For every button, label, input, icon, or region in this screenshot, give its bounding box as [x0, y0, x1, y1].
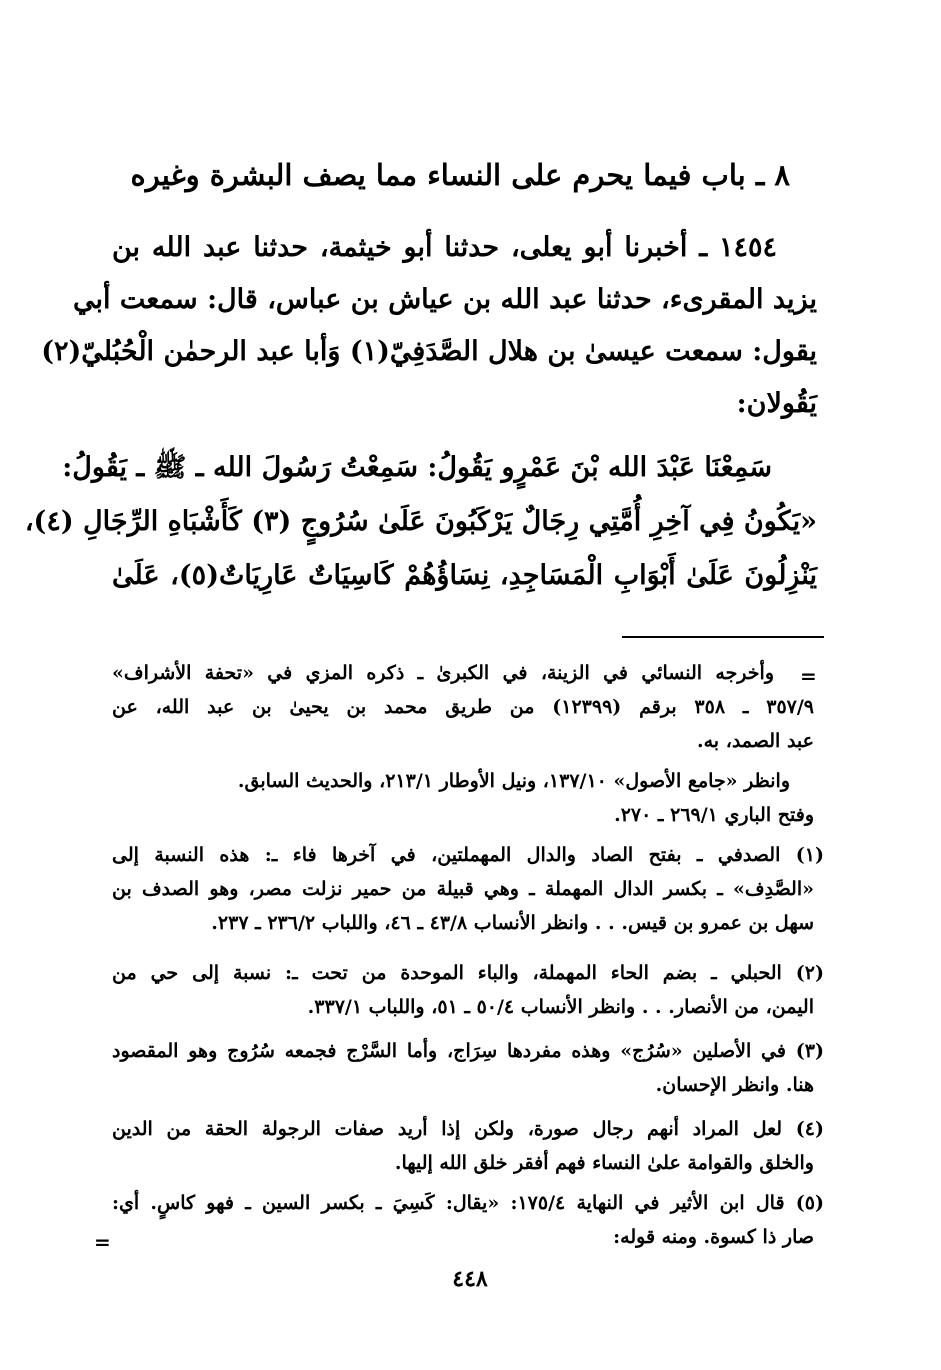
footnote-line: (١) الصدفي ـ بفتح الصاد والدال المهملتين، في آخرها فاء ـ: هذه النسبة إلى — [112, 844, 824, 866]
footnote-line: (٤) لعل المراد أنهم رجال صورة، ولكن إذا أريد صفات الرجولة الحقة من الدين — [112, 1118, 824, 1140]
page-number: ٤٤٨ — [452, 1266, 488, 1292]
footnote-line: اليمن، من الأنصار. . . وانظر الأنساب ٥٠/٤ ـ ٥١، واللباب ٣٣٧/١. — [307, 996, 814, 1018]
footnote-line: وأخرجه النسائي في الزينة، في الكبرىٰ ـ ذكره المزي في «تحفة الأشراف» — [112, 662, 774, 684]
hadith-line: يَنْزِلُونَ عَلَىٰ أَبْوَابِ الْمَسَاجِدِ، نِسَاؤُهُمْ كَاسِيَاتٌ عَارِيَاتٌ(٥)، عَلَىٰ — [112, 560, 817, 591]
footnote-line: «الصَّدِف» ـ بكسر الدال المهملة ـ وهي قبيلة من حمير نزلت مصر، وهو الصدف بن — [112, 878, 814, 900]
footnote-line: وانظر «جامع الأصول» ١٣٧/١٠، ونيل الأوطار ٢١٣/١، والحديث السابق. — [237, 770, 790, 792]
isnad-line: يزيد المقرىء، حدثنا عبد الله بن عياش بن عباس، قال: سمعت أبي — [72, 284, 817, 315]
hadith-line: «يَكُونُ فِي آخِرِ أُمَّتِي رِجَالٌ يَرْكَبُونَ عَلَىٰ سُرُوجٍ (٣) كَأَشْبَاهِ الرِّجَالِ (٤)، — [24, 506, 817, 537]
footnote-line: والخلق والقوامة علىٰ النساء فهم أفقر خلق الله إليها. — [394, 1152, 814, 1174]
continued-footnote-mark: = — [800, 664, 817, 688]
isnad-line: يَقُولان: — [736, 388, 817, 419]
footnote-separator — [622, 636, 824, 638]
footnote-line: (٣) في الأصلين «سُرُج» وهذه مفردها سِرَاج، وأما السَّرْج فجمعه سُرُوج وهو المقصود — [112, 1040, 824, 1062]
footnote-line: (٢) الحبلي ـ بضم الحاء المهملة، والباء الموحدة من تحت ـ: نسبة إلى حي من — [112, 962, 824, 984]
footnote-line: صار ذا كسوة. ومنه قوله: — [613, 1226, 814, 1248]
footnote-line: وفتح الباري ٢٦٩/١ ـ ٢٧٠. — [614, 804, 814, 826]
footnote-line: (٥) قال ابن الأثير في النهاية ١٧٥/٤: «يقال: كَسِيَ ـ بكسر السين ـ فهو كاسٍ. أي: — [112, 1192, 824, 1214]
hadith-line: سَمِعْنَا عَبْدَ الله بْنَ عَمْرٍو يَقُولُ: سَمِعْتُ رَسُولَ الله ـ ﷺ ـ يَقُولُ: — [62, 452, 772, 483]
isnad-line: ١٤٥٤ ـ أخبرنا أبو يعلى، حدثنا أبو خيثمة، حدثنا عبد الله بن — [112, 232, 777, 263]
isnad-line: يقول: سمعت عيسىٰ بن هلال الصَّدَفِيّ(١) وَأبا عبد الرحمٰن الْحُبُليّ(٢) — [41, 336, 817, 367]
footnote-continues-mark: = — [94, 1230, 111, 1254]
footnote-line: ٣٥٧/٩ ـ ٣٥٨ برقم (١٢٣٩٩) من طريق محمد بن يحيىٰ بن عبد الله، عن — [112, 696, 815, 718]
footnote-line: عبد الصمد، به. — [697, 730, 814, 752]
chapter-title: ٨ ـ باب فيما يحرم على النساء مما يصف البشرة وغيره — [130, 158, 790, 192]
footnote-line: هنا. وانظر الإحسان. — [655, 1074, 814, 1096]
footnote-line: سهل بن عمرو بن قيس. . . وانظر الأنساب ٤٣/٨ ـ ٤٦، واللباب ٢٣٦/٢ ـ ٢٣٧. — [211, 912, 814, 934]
